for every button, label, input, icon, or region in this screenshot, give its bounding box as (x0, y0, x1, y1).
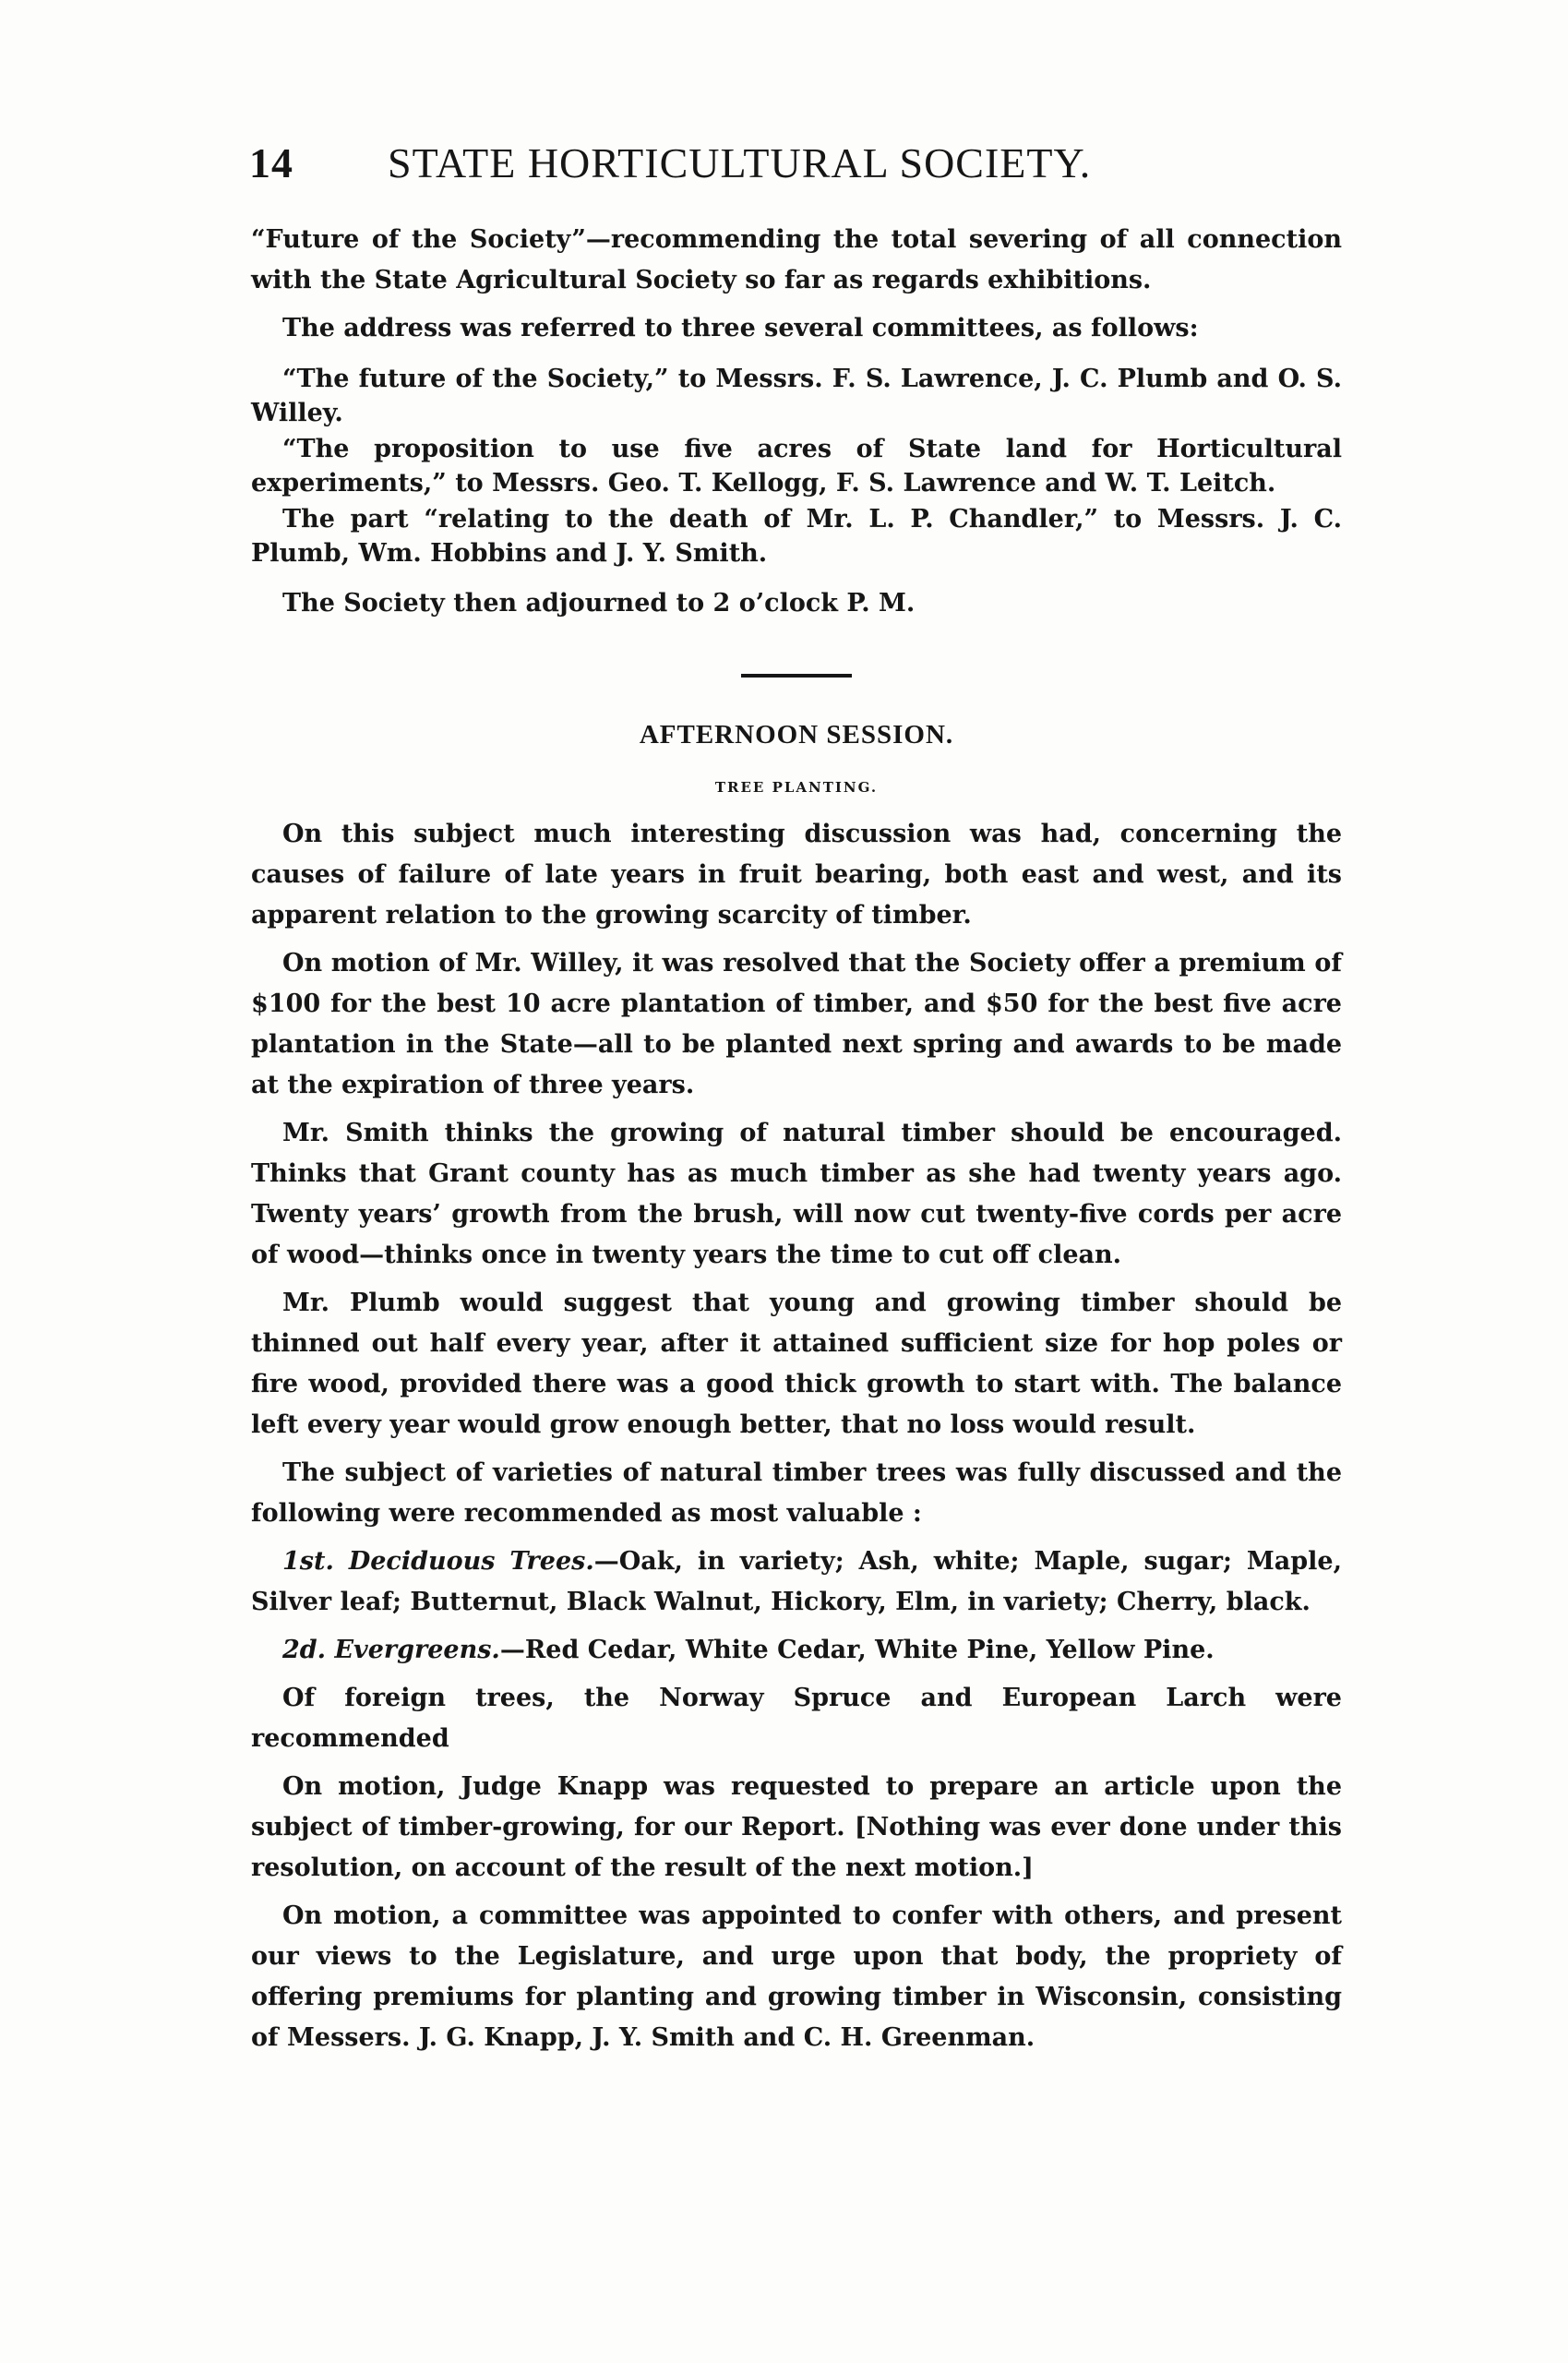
committee-list (251, 362, 1342, 570)
body-paragraph: Mr. Smith thinks the growing of natural timber should be encouraged. Thinks that Grant county has as much timber as she had twenty years ago. Twenty years’ growth from the brush, will now cut twenty-five cords per acre of wood—thinks once in twenty years the time to cut off clean. (251, 1119, 1342, 1269)
committee-item: “The proposition to use five acres of State land for Horticultural experiments,” to Messrs. Geo. T. Kellogg, F. S. Lawrence and W. T. Leitch. (251, 435, 1342, 498)
section-divider (741, 674, 852, 678)
body-paragraph: On motion, a committee was appointed to confer with others, and present our views to the Legislature, and urge upon that body, the propriety of offering premiums for planting and growing timber in Wisconsin, consisting of Messers. J. G. Knapp, J. Y. Smith and C. H. Greenman. (251, 1901, 1342, 2052)
deciduous-list (251, 1541, 1342, 1623)
body-paragraph: Mr. Plumb would suggest that young and growing timber should be thinned out half every year, after it attained sufficient size for hop poles or fire wood, provided there was a good thick growth to start with. The balance left every year would grow enough better, that no loss would result. (251, 1289, 1342, 1439)
opening-paragraph: “Future of the Society”—recommending the total severing of all connection with the State Agricultural Society so far as regards exhibitions. (251, 225, 1342, 294)
body-paragraph: Of foreign trees, the Norway Spruce and European Larch were recommended (251, 1684, 1342, 1753)
body-paragraph: On motion, Judge Knapp was requested to prepare an article upon the subject of timber-growing, for our Report. [Nothing was ever done under this resolution, on account of the result of the next motion.] (251, 1772, 1342, 1882)
committee-item: The part “relating to the death of Mr. L. P. Chandler,” to Messrs. J. C. Plumb, Wm. Hobbins and J. Y. Smith. (251, 505, 1342, 568)
page-header (249, 138, 1357, 194)
evergreens-text: —Red Cedar, White Cedar, White Pine, Yellow Pine. (499, 1636, 1215, 1664)
page-body (251, 220, 1342, 2066)
running-title: STATE HORTICULTURAL SOCIETY. (388, 139, 1092, 186)
body-paragraph: On this subject much interesting discussion was had, concerning the causes of failure of late years in fruit bearing, both east and west, and its apparent relation to the growing scarcity of timber. (251, 820, 1342, 930)
committee-item: “The future of the Society,” to Messrs. F. S. Lawrence, J. C. Plumb and O. S. Willey. (251, 365, 1342, 427)
evergreens-label: 2d. Evergreens. (282, 1636, 500, 1664)
evergreens-list (251, 1630, 1342, 1671)
body-paragraph: The subject of varieties of natural timber trees was fully discussed and the following were recommended as most valuable : (251, 1458, 1342, 1528)
deciduous-text: —Oak, in variety; Ash, white; Maple, sugar; Maple, Silver leaf; Butternut, Black Walnut, Hickory, Elm, in variety; Cherry, black. (251, 1547, 1343, 1616)
deciduous-label: 1st. Deciduous Trees. (282, 1547, 594, 1576)
page-number: 14 (249, 139, 293, 186)
adjourn-paragraph: The Society then adjourned to 2 o’clock P. M. (282, 589, 916, 618)
referral-paragraph: The address was referred to three several committees, as follows: (282, 314, 1199, 342)
session-heading: AFTERNOON SESSION. (639, 720, 954, 750)
body-paragraph: On motion of Mr. Willey, it was resolved that the Society offer a premium of $100 for the best 10 acre plantation of timber, and $50 for the best five acre plantation in the State—all to be planted next spring and awards to be made at the expiration of three years. (251, 949, 1342, 1099)
subheading: TREE PLANTING. (714, 779, 879, 796)
